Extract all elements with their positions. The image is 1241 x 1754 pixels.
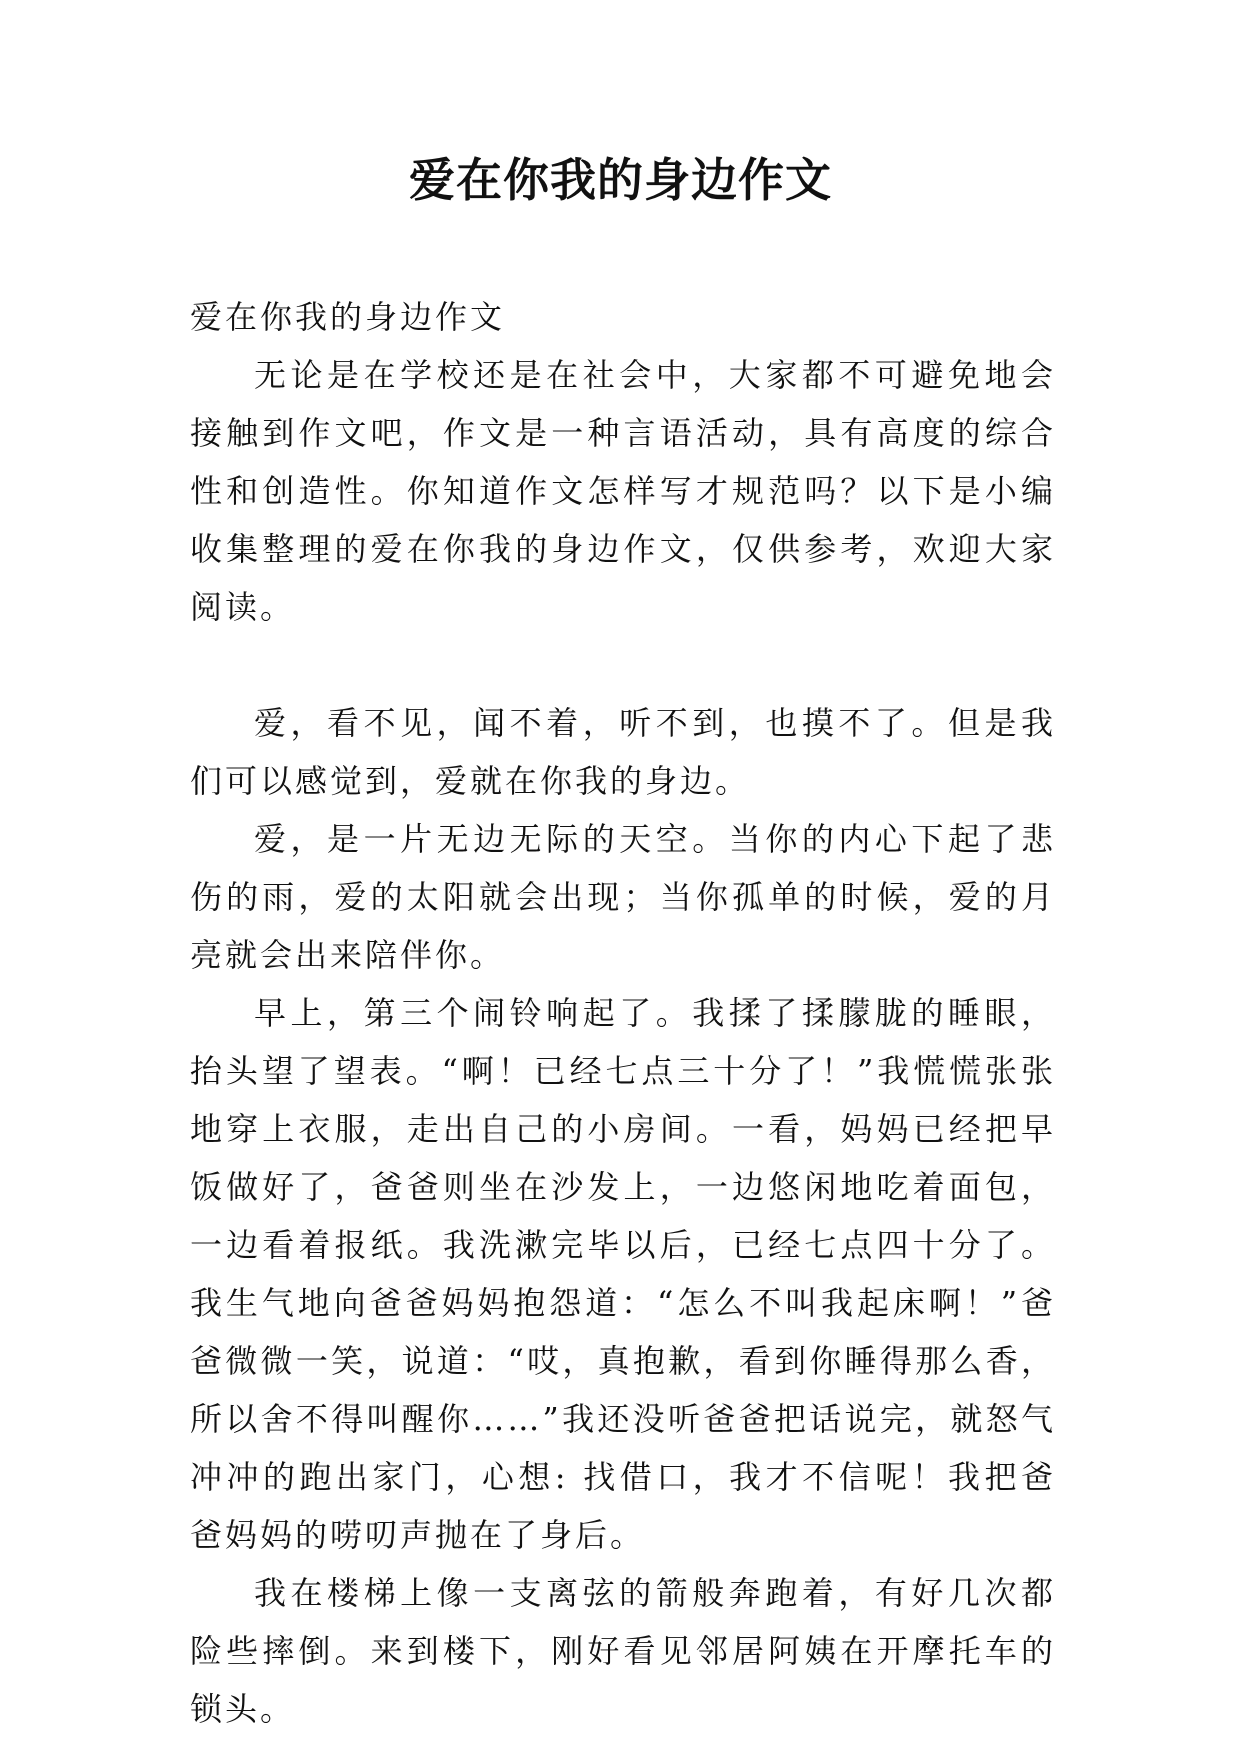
paragraph-spacer: [190, 636, 1056, 694]
document-title: 爱在你我的身边作文: [409, 153, 832, 207]
document-body: [190, 288, 1056, 1738]
intro-paragraph: 无论是在学校还是在社会中，大家都不可避免地会接触到作文吧，作文是一种言语活动，具有高度的综合性和创造性。你知道作文怎样写才规范吗？以下是小编收集整理的爱在你我的身边作文，仅供参考，欢迎大家阅读。: [190, 356, 1056, 626]
document-subtitle: 爱在你我的身边作文: [190, 298, 506, 336]
body-paragraph: 我在楼梯上像一支离弦的箭般奔跑着，有好几次都险些摔倒。来到楼下，刚好看见邻居阿姨在开摩托车的锁头。: [190, 1574, 1056, 1728]
body-paragraph: 爱，是一片无边无际的天空。当你的内心下起了悲伤的雨，爱的太阳就会出现；当你孤单的时候，爱的月亮就会出来陪伴你。: [190, 820, 1056, 974]
body-paragraph: 早上，第三个闹铃响起了。我揉了揉朦胧的睡眼，抬头望了望表。“啊！已经七点三十分了！”我慌慌张张地穿上衣服，走出自己的小房间。一看，妈妈已经把早饭做好了，爸爸则坐在沙发上，一边悠闲地吃着面包，一边看着报纸。我洗漱完毕以后，已经七点四十分了。我生气地向爸爸妈妈抱怨道：“怎么不叫我起床啊！”爸爸微微一笑，说道：“哎，真抱歉，看到你睡得那么香，所以舍不得叫醒你……”我还没听爸爸把话说完，就怒气冲冲的跑出家门，心想: 找借口，我才不信呢！我把爸爸妈妈的唠叨声抛在了身后。: [190, 994, 1056, 1554]
body-paragraph: 爱，看不见，闻不着，听不到，也摸不了。但是我们可以感觉到，爱就在你我的身边。: [190, 704, 1056, 800]
